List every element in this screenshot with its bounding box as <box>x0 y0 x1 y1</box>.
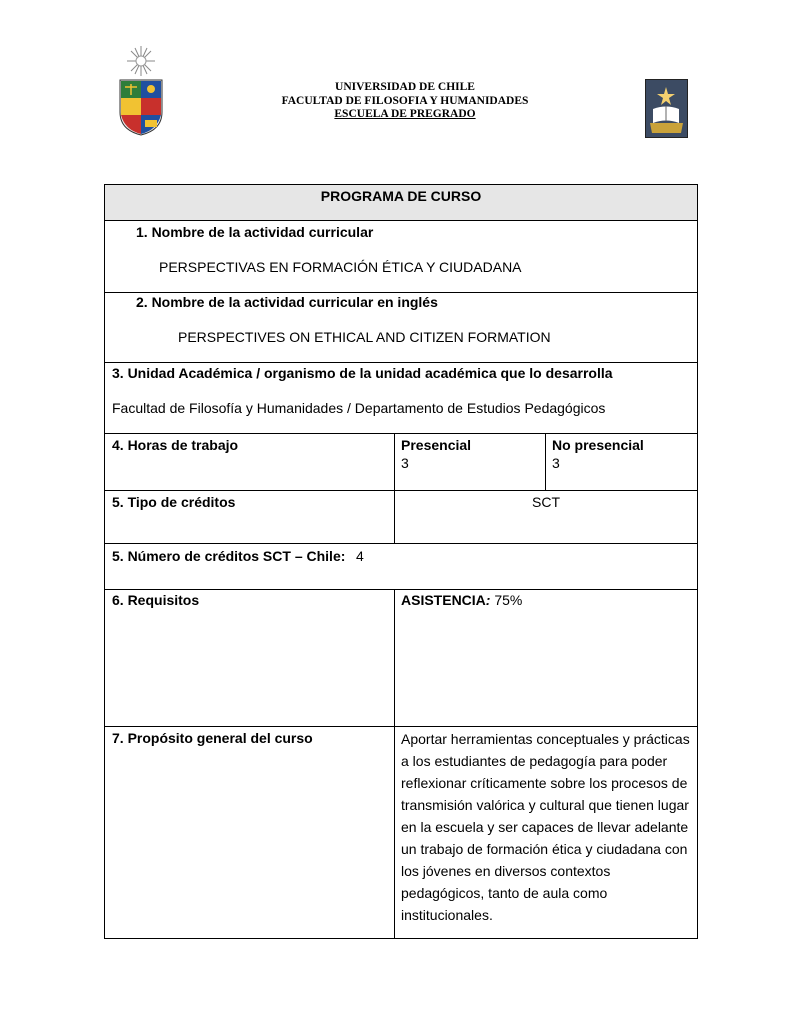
credits-value: 4 <box>356 548 364 564</box>
purpose-label-cell <box>104 726 395 939</box>
attendance-label: ASISTENCIA <box>401 592 486 608</box>
attendance-value: 75% <box>490 592 523 608</box>
course-name-en-label: 2. Nombre de la actividad curricular en inglés <box>136 294 438 310</box>
course-name-en-value: PERSPECTIVES ON ETHICAL AND CITIZEN FORMATION <box>178 329 551 345</box>
institution-header <box>220 81 590 122</box>
hours-label: 4. Horas de trabajo <box>112 437 239 453</box>
credits-label: 5. Número de créditos SCT – Chile: <box>112 548 346 564</box>
academic-unit-label: 3. Unidad Académica / organismo de la unidad académica que lo desarrolla <box>112 365 613 381</box>
presencial-label: Presencial <box>401 437 472 453</box>
faculty-name: FACULTAD DE FILOSOFIA Y HUMANIDADES <box>281 94 529 107</box>
credit-type-label: 5. Tipo de créditos <box>112 494 236 510</box>
presencial-value: 3 <box>401 455 409 471</box>
university-coat-of-arms-icon <box>117 42 165 138</box>
faculty-emblem-icon <box>645 79 688 138</box>
purpose-label: 7. Propósito general del curso <box>112 730 313 746</box>
program-title: PROGRAMA DE CURSO <box>320 188 482 204</box>
academic-unit-value: Facultad de Filosofía y Humanidades / Departamento de Estudios Pedagógicos <box>112 400 606 416</box>
course-name-value: PERSPECTIVAS EN FORMACIÓN ÉTICA Y CIUDADANA <box>159 259 522 275</box>
university-name: UNIVERSIDAD DE CHILE <box>335 81 475 93</box>
credit-type-value: SCT <box>532 494 560 510</box>
attendance-text <box>401 590 522 610</box>
course-program-table <box>104 184 698 939</box>
no-presencial-value: 3 <box>552 455 560 471</box>
no-presencial-label: No presencial <box>552 437 644 453</box>
purpose-value: Aportar herramientas conceptuales y prácticas a los estudiantes de pedagogía para poder reflexionar críticamente sobre los procesos de transmisión valórica y cultural que tienen lugar en la escuela y ser capaces de llevar adelante un trabajo de formación ética y ciudadana con los jóvenes en diversos contextos pedagógicos, tanto de aula como institucionales. <box>401 731 690 923</box>
attendance-colon: : <box>485 592 491 608</box>
school-name: ESCUELA DE PREGRADO <box>334 108 476 120</box>
requirements-label: 6. Requisitos <box>112 592 200 608</box>
course-name-label: 1. Nombre de la actividad curricular <box>136 224 374 240</box>
